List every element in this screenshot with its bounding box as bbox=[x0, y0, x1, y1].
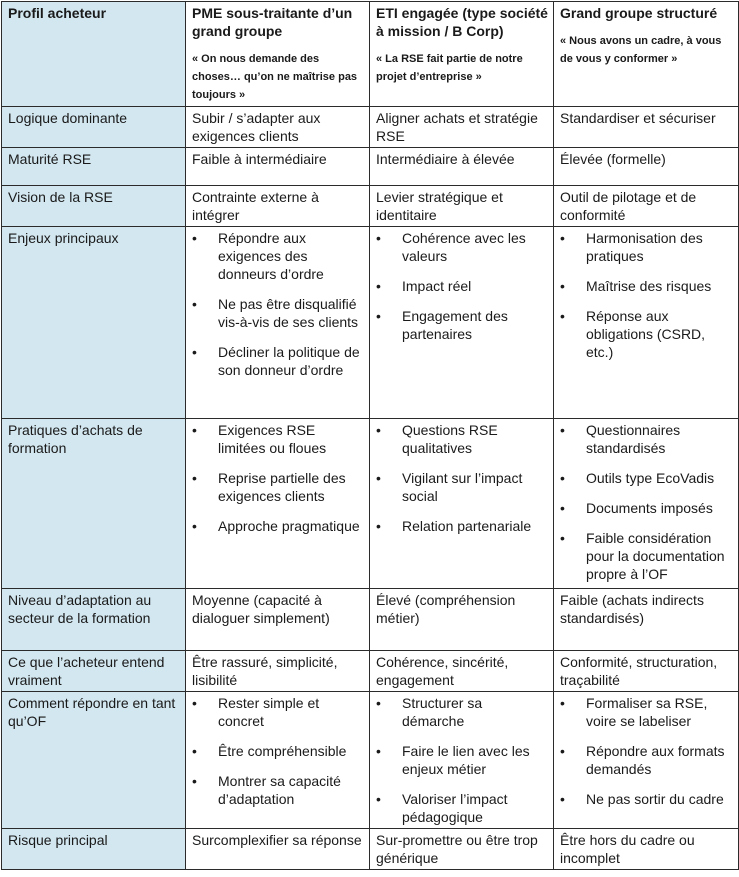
table-cell bbox=[554, 107, 739, 148]
bullet-icon: • bbox=[192, 518, 197, 534]
bullet-list bbox=[192, 694, 364, 808]
list-item-text: Outils type EcoVadis bbox=[586, 470, 715, 486]
row-label-cell bbox=[2, 829, 186, 870]
table-cell bbox=[554, 829, 739, 870]
list-item-text: Impact réel bbox=[402, 278, 472, 294]
row-label-cell bbox=[2, 227, 186, 419]
table-cell bbox=[186, 107, 370, 148]
table-row bbox=[2, 227, 739, 419]
column-header-grand-groupe bbox=[554, 2, 739, 107]
list-item-text: Questionnaires standardisés bbox=[586, 422, 681, 456]
row-label-cell bbox=[2, 107, 186, 148]
cell-text: Levier stratégique et identitaire bbox=[376, 189, 503, 223]
table-cell bbox=[370, 589, 554, 651]
cell-text: Cohérence, sincérité, engagement bbox=[376, 654, 509, 688]
table-cell bbox=[186, 419, 370, 589]
bullet-icon: • bbox=[192, 470, 197, 486]
row-label-cell bbox=[2, 419, 186, 589]
table-cell bbox=[554, 651, 739, 692]
table-cell bbox=[186, 186, 370, 227]
buyer-profile-table bbox=[1, 1, 739, 870]
list-item bbox=[192, 343, 364, 379]
bullet-icon: • bbox=[376, 422, 381, 438]
cell-text: Être hors du cadre ou incomplet bbox=[560, 832, 695, 866]
list-item-text: Cohérence avec les valeurs bbox=[402, 230, 526, 264]
list-item bbox=[376, 421, 548, 457]
list-item-text: Être compréhensible bbox=[218, 743, 347, 759]
list-item-text: Exigences RSE limitées ou floues bbox=[218, 422, 327, 456]
bullet-icon: • bbox=[376, 695, 381, 711]
list-item-text: Questions RSE qualitatives bbox=[402, 422, 498, 456]
column-title: ETI engagée (type société à mission / B Corp) bbox=[376, 5, 548, 39]
bullet-icon: • bbox=[560, 230, 565, 246]
table-row bbox=[2, 651, 739, 692]
bullet-icon: • bbox=[376, 308, 381, 324]
table-cell bbox=[186, 589, 370, 651]
column-quote: « La RSE fait partie de notre projet d’entreprise » bbox=[376, 53, 523, 83]
table-cell bbox=[554, 227, 739, 419]
row-label: Niveau d’adaptation au secteur de la formation bbox=[8, 592, 152, 626]
table-cell bbox=[370, 651, 554, 692]
list-item-text: Ne pas être disqualifié vis-à-vis de ses clients bbox=[218, 296, 359, 330]
cell-text: Sur-promettre ou être trop générique bbox=[376, 832, 538, 866]
cell-text: Conformité, structuration, traçabilité bbox=[560, 654, 718, 688]
bullet-list bbox=[376, 229, 548, 343]
profile-header-label: Profil acheteur bbox=[8, 5, 107, 21]
list-item bbox=[560, 694, 733, 730]
list-item bbox=[560, 469, 733, 487]
bullet-icon: • bbox=[192, 773, 197, 789]
cell-text: Outil de pilotage et de conformité bbox=[560, 189, 697, 223]
bullet-list bbox=[192, 229, 364, 379]
list-item bbox=[376, 694, 548, 730]
table-row bbox=[2, 419, 739, 589]
list-item bbox=[376, 229, 548, 265]
list-item-text: Rester simple et concret bbox=[218, 695, 320, 729]
row-label: Logique dominante bbox=[8, 110, 128, 126]
table-body bbox=[2, 107, 739, 870]
bullet-icon: • bbox=[560, 791, 565, 807]
row-label: Risque principal bbox=[8, 832, 108, 848]
cell-text: Être rassuré, simplicité, lisibilité bbox=[192, 654, 338, 688]
column-header-eti bbox=[370, 2, 554, 107]
list-item-text: Maîtrise des risques bbox=[586, 278, 712, 294]
table-row bbox=[2, 692, 739, 829]
column-title: Grand groupe structuré bbox=[560, 5, 718, 21]
row-label: Pratiques d’achats de formation bbox=[8, 422, 143, 456]
list-item bbox=[192, 469, 364, 505]
table-row bbox=[2, 829, 739, 870]
bullet-icon: • bbox=[560, 278, 565, 294]
list-item bbox=[560, 499, 733, 517]
list-item bbox=[192, 742, 364, 760]
list-item bbox=[192, 772, 364, 808]
list-item bbox=[376, 469, 548, 505]
bullet-icon: • bbox=[560, 500, 565, 516]
row-label-cell bbox=[2, 186, 186, 227]
bullet-icon: • bbox=[192, 296, 197, 312]
cell-text: Moyenne (capacité à dialoguer simplement) bbox=[192, 592, 330, 626]
column-quote: « On nous demande des choses… qu’on ne maîtrise pas toujours » bbox=[192, 53, 358, 101]
list-item-text: Harmonisation des pratiques bbox=[586, 230, 703, 264]
table-cell bbox=[554, 186, 739, 227]
row-label-cell bbox=[2, 692, 186, 829]
bullet-icon: • bbox=[376, 470, 381, 486]
list-item bbox=[192, 694, 364, 730]
table-row bbox=[2, 186, 739, 227]
list-item-text: Réponse aux obligations (CSRD, etc.) bbox=[586, 308, 706, 360]
list-item bbox=[192, 229, 364, 283]
row-label-cell bbox=[2, 148, 186, 186]
bullet-icon: • bbox=[376, 230, 381, 246]
list-item bbox=[560, 742, 733, 778]
bullet-icon: • bbox=[560, 695, 565, 711]
column-quote: « Nous avons un cadre, à vous de vous y conformer » bbox=[560, 35, 722, 65]
list-item-text: Structurer sa démarche bbox=[402, 695, 483, 729]
bullet-list bbox=[376, 694, 548, 826]
bullet-icon: • bbox=[192, 230, 197, 246]
list-item-text: Vigilant sur l’impact social bbox=[402, 470, 523, 504]
list-item bbox=[192, 517, 364, 535]
column-header-pme bbox=[186, 2, 370, 107]
table-cell bbox=[554, 148, 739, 186]
cell-text: Aligner achats et stratégie RSE bbox=[376, 110, 538, 144]
list-item-text: Relation partenariale bbox=[402, 518, 532, 534]
row-label: Vision de la RSE bbox=[8, 189, 113, 205]
table-cell bbox=[186, 227, 370, 419]
list-item-text: Montrer sa capacité d’adaptation bbox=[218, 773, 341, 807]
list-item bbox=[376, 277, 548, 295]
bullet-list bbox=[560, 694, 733, 808]
cell-text: Surcomplexifier sa réponse bbox=[192, 832, 362, 848]
bullet-icon: • bbox=[192, 695, 197, 711]
cell-text: Contrainte externe à intégrer bbox=[192, 189, 319, 223]
list-item-text: Répondre aux exigences des donneurs d’ordre bbox=[218, 230, 324, 282]
list-item-text: Formaliser sa RSE, voire se labeliser bbox=[586, 695, 708, 729]
bullet-icon: • bbox=[560, 530, 565, 546]
table-cell bbox=[370, 829, 554, 870]
bullet-icon: • bbox=[560, 743, 565, 759]
table-cell bbox=[370, 107, 554, 148]
bullet-icon: • bbox=[192, 344, 197, 360]
cell-text: Faible (achats indirects standardisés) bbox=[560, 592, 704, 626]
cell-text: Élevée (formelle) bbox=[560, 151, 666, 167]
list-item-text: Faire le lien avec les enjeux métier bbox=[402, 743, 530, 777]
list-item bbox=[560, 229, 733, 265]
table-row bbox=[2, 148, 739, 186]
list-item-text: Valoriser l’impact pédagogique bbox=[402, 791, 508, 825]
list-item bbox=[560, 790, 733, 808]
cell-text: Faible à intermédiaire bbox=[192, 151, 327, 167]
table-cell bbox=[370, 186, 554, 227]
table-cell bbox=[186, 651, 370, 692]
table-cell bbox=[370, 148, 554, 186]
table-cell bbox=[186, 692, 370, 829]
bullet-list bbox=[192, 421, 364, 535]
list-item-text: Décliner la politique de son donneur d’ordre bbox=[218, 344, 360, 378]
list-item-text: Répondre aux formats demandés bbox=[586, 743, 725, 777]
bullet-list bbox=[560, 229, 733, 361]
table-header-row bbox=[2, 2, 739, 107]
table-row bbox=[2, 589, 739, 651]
bullet-icon: • bbox=[192, 422, 197, 438]
list-item-text: Faible considération pour la documentation propre à l’OF bbox=[586, 530, 725, 582]
list-item bbox=[560, 421, 733, 457]
table-cell bbox=[370, 227, 554, 419]
table-cell bbox=[370, 419, 554, 589]
list-item-text: Engagement des partenaires bbox=[402, 308, 508, 342]
cell-text: Subir / s’adapter aux exigences clients bbox=[192, 110, 321, 144]
table-cell bbox=[186, 829, 370, 870]
bullet-icon: • bbox=[376, 743, 381, 759]
row-label: Comment répondre en tant qu’OF bbox=[8, 695, 176, 729]
bullet-icon: • bbox=[376, 278, 381, 294]
table-cell bbox=[186, 148, 370, 186]
list-item-text: Documents imposés bbox=[586, 500, 713, 516]
buyer-profile-table-wrapper bbox=[1, 1, 738, 876]
list-item bbox=[192, 421, 364, 457]
table-row bbox=[2, 107, 739, 148]
bullet-icon: • bbox=[560, 470, 565, 486]
bullet-icon: • bbox=[376, 791, 381, 807]
table-cell bbox=[554, 589, 739, 651]
bullet-icon: • bbox=[376, 518, 381, 534]
row-label-cell bbox=[2, 651, 186, 692]
list-item-text: Approche pragmatique bbox=[218, 518, 360, 534]
list-item bbox=[560, 307, 733, 361]
list-item-text: Ne pas sortir du cadre bbox=[586, 791, 724, 807]
list-item bbox=[376, 307, 548, 343]
cell-text: Intermédiaire à élevée bbox=[376, 151, 515, 167]
list-item bbox=[376, 517, 548, 535]
row-label: Ce que l’acheteur entend vraiment bbox=[8, 654, 165, 688]
table-cell bbox=[370, 692, 554, 829]
list-item bbox=[560, 277, 733, 295]
row-label: Enjeux principaux bbox=[8, 230, 119, 246]
bullet-icon: • bbox=[560, 422, 565, 438]
list-item bbox=[376, 742, 548, 778]
row-label: Maturité RSE bbox=[8, 151, 92, 167]
table-cell bbox=[554, 419, 739, 589]
list-item bbox=[376, 790, 548, 826]
bullet-list bbox=[560, 421, 733, 583]
table-cell bbox=[554, 692, 739, 829]
bullet-icon: • bbox=[560, 308, 565, 324]
cell-text: Standardiser et sécuriser bbox=[560, 110, 716, 126]
bullet-icon: • bbox=[192, 743, 197, 759]
list-item-text: Reprise partielle des exigences clients bbox=[218, 470, 346, 504]
column-title: PME sous-traitante d’un grand groupe bbox=[192, 5, 353, 39]
list-item bbox=[560, 529, 733, 583]
row-label-cell bbox=[2, 589, 186, 651]
bullet-list bbox=[376, 421, 548, 535]
cell-text: Élevé (compréhension métier) bbox=[376, 592, 516, 626]
list-item bbox=[192, 295, 364, 331]
profile-header-cell bbox=[2, 2, 186, 107]
